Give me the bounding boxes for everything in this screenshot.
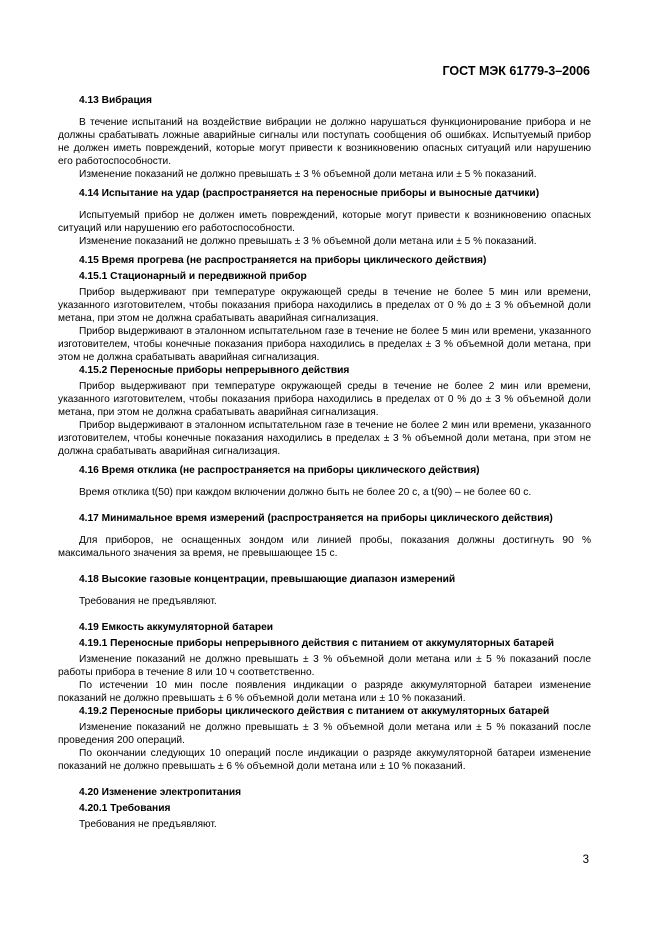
paragraph: Испытуемый прибор не должен иметь повреждений, которые могут привести к возникновению опасных ситуаций или нарушению его работоспособности. [58, 210, 591, 234]
paragraph: Требования не предъявляют. [79, 596, 217, 607]
section-heading: 4.13 Вибрация [79, 95, 152, 106]
section-heading: 4.19.1 Переносные приборы непрерывного действия с питанием от аккумуляторных батарей [79, 638, 554, 649]
paragraph: Прибор выдерживают в эталонном испытательном газе в течение не более 2 мин или времени, указанного изготовителем, чтобы конечные показания находились в пределах ± 3 % объемной доли метана, при этом не должна срабатывать аварийная сигнализация. [58, 420, 591, 457]
paragraph: Прибор выдерживают в эталонном испытательном газе в течение не более 5 мин или времени, указанного изготовителем, чтобы конечные показания прибора находились в пределах ± 3 % объемной доли метана, при этом не должна срабатывать аварийная сигнализация. [58, 326, 591, 363]
paragraph: Изменение показаний не должно превышать ± 3 % объемной доли метана или ± 5 % показаний. [79, 169, 537, 180]
paragraph: По истечении 10 мин после появления индикации о разряде аккумуляторной батареи изменение показаний не должно превышать ± 6 % объемной доли метана или ± 10 % показаний. [58, 680, 591, 704]
paragraph: В течение испытаний на воздействие вибрации не должно нарушаться функционирование прибора и не должны срабатывать ложные аварийные сигналы или поступать сообщения об ошибках. Испытуемый прибор не должен иметь повреждений, которые могут привести к возникновению опасных ситуаций или нарушению его работоспособности. [58, 117, 591, 167]
section-heading: 4.15.1 Стационарный и передвижной прибор [79, 271, 307, 282]
paragraph: Прибор выдерживают при температуре окружающей среды в течение не более 2 мин или времени, указанного изготовителем, чтобы показания прибора находились в пределах от 0 % до ± 3 % объемной доли метана, при этом не должна срабатывать аварийная сигнализация. [58, 381, 591, 418]
document-body [58, 94, 591, 831]
paragraph: Требования не предъявляют. [79, 819, 217, 830]
section-heading: 4.19.2 Переносные приборы циклического действия с питанием от аккумуляторных батарей [79, 706, 550, 717]
spacer [58, 773, 591, 786]
section-heading: 4.14 Испытание на удар (распространяется на переносные приборы и выносные датчики) [79, 188, 540, 199]
paragraph: Изменение показаний не должно превышать ± 3 % объемной доли метана или ± 5 % показаний после работы прибора в течение 8 или 10 ч соответственно. [58, 654, 591, 678]
section-heading: 4.15.2 Переносные приборы непрерывного действия [79, 365, 350, 376]
paragraph: Время отклика t(50) при каждом включении должно быть не более 20 с, а t(90) – не более 60 с. [79, 487, 532, 498]
paragraph: Прибор выдерживают при температуре окружающей среды в течение не более 5 мин или времени, указанного изготовителем, чтобы показания прибора находились в пределах от 0 % до ± 3 % объемной доли метана, при этом не должна срабатывать аварийная сигнализация. [58, 287, 591, 324]
section-heading: 4.20.1 Требования [79, 803, 171, 814]
section-heading: 4.19 Емкость аккумуляторной батареи [79, 622, 274, 633]
section-heading: 4.20 Изменение электропитания [79, 787, 242, 798]
section-heading: 4.18 Высокие газовые концентрации, превышающие диапазон измерений [79, 574, 456, 585]
section-heading: 4.16 Время отклика (не распространяется на приборы циклического действия) [79, 465, 480, 476]
paragraph: По окончании следующих 10 операций после индикации о разряде аккумуляторной батареи изменение показаний не должно превышать ± 6 % объемной доли метана или ± 10 % показаний. [58, 748, 591, 772]
paragraph: Для приборов, не оснащенных зондом или линией пробы, показания должны достигнуть 90 % максимального значения за время, не превышающее 15 с. [58, 535, 591, 559]
spacer [58, 608, 591, 621]
paragraph: Изменение показаний не должно превышать ± 3 % объемной доли метана или ± 5 % показаний. [79, 236, 537, 247]
spacer [58, 560, 591, 573]
spacer [58, 499, 591, 512]
section-heading: 4.17 Минимальное время измерений (распространяется на приборы циклического действия) [79, 513, 553, 524]
standard-designation: ГОСТ МЭК 61779-3–2006 [442, 64, 590, 78]
paragraph: Изменение показаний не должно превышать ± 3 % объемной доли метана или ± 5 % показаний после проведения 200 операций. [58, 722, 591, 746]
section-heading: 4.15 Время прогрева (не распространяется на приборы циклического действия) [79, 255, 487, 266]
page-number: 3 [582, 854, 589, 866]
